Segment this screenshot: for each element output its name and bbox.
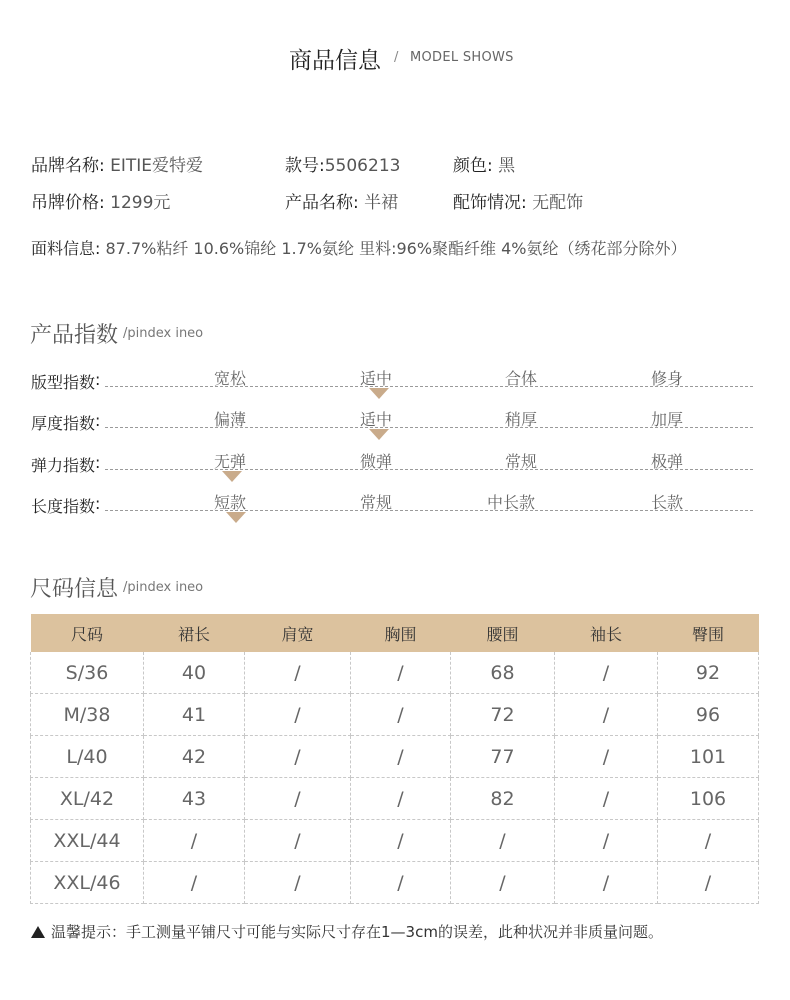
- index-option: 常规: [360, 493, 393, 512]
- table-row: [31, 736, 759, 778]
- product-name-value: 半裙: [364, 193, 399, 213]
- index-option: 合体: [505, 369, 538, 388]
- size-table: [30, 614, 759, 904]
- index-option: 修身: [651, 369, 684, 388]
- index-selected-marker: [226, 512, 246, 523]
- table-cell: /: [351, 736, 451, 778]
- accessory-info: 配饰情况: 无配饰: [453, 193, 584, 213]
- table-cell: L/40: [31, 736, 144, 778]
- index-option: 短款: [214, 493, 247, 512]
- table-cell: /: [451, 862, 555, 904]
- index-option: 中长款: [487, 493, 536, 512]
- notice: [31, 921, 663, 942]
- size-info-title: 尺码信息: [30, 577, 119, 602]
- table-cell: 96: [658, 694, 759, 736]
- index-row-colon: :: [95, 411, 101, 430]
- size-info-subtitle: /pindex ineo: [123, 580, 204, 595]
- table-row: [31, 778, 759, 820]
- table-cell: M/38: [31, 694, 144, 736]
- table-cell: /: [351, 652, 451, 694]
- index-option: 常规: [505, 452, 538, 471]
- size-table-body: [31, 652, 759, 904]
- notice-text: 温馨提示：手工测量平铺尺寸可能与实际尺寸存在1—3cm的误差，此种状况并非质量问题。: [51, 923, 663, 941]
- index-row-label: 厚度指数: [31, 414, 96, 433]
- index-option: 稍厚: [505, 410, 538, 429]
- color-value: 黑: [498, 156, 516, 176]
- style-no-label: 款号: [285, 156, 319, 176]
- size-column-header: 袖长: [555, 614, 658, 652]
- table-cell: XXL/44: [31, 820, 144, 862]
- brand-info: 品牌名称: EITIE爱特爱: [31, 156, 204, 176]
- table-cell: /: [658, 862, 759, 904]
- table-cell: /: [555, 736, 658, 778]
- table-cell: /: [555, 862, 658, 904]
- product-name-label: 产品名称: [285, 193, 353, 213]
- index-selected-marker: [369, 388, 389, 399]
- table-row: [31, 820, 759, 862]
- index-option: 加厚: [651, 410, 684, 429]
- table-cell: /: [351, 820, 451, 862]
- color-label: 颜色: [453, 156, 487, 176]
- size-column-header: 腰围: [451, 614, 555, 652]
- brand-label: 品牌名称: [31, 156, 99, 176]
- size-column-header: 臀围: [658, 614, 759, 652]
- table-row: [31, 652, 759, 694]
- table-cell: 43: [144, 778, 245, 820]
- table-row: [31, 694, 759, 736]
- price-value: 1299元: [110, 193, 171, 213]
- table-cell: /: [555, 652, 658, 694]
- index-option: 极弹: [651, 452, 684, 471]
- index-option: 宽松: [214, 369, 247, 388]
- table-cell: /: [351, 778, 451, 820]
- brand-value: EITIE爱特爱: [110, 156, 204, 176]
- color-info: 颜色: 黑: [453, 156, 516, 176]
- table-cell: /: [658, 820, 759, 862]
- index-option: 长款: [651, 493, 684, 512]
- index-row-label: 版型指数: [31, 373, 96, 392]
- product-name-info: 产品名称: 半裙: [285, 193, 399, 213]
- index-selected-marker: [222, 471, 242, 482]
- table-cell: /: [245, 820, 351, 862]
- index-option: 微弹: [360, 452, 393, 471]
- index-selected-marker: [369, 429, 389, 440]
- index-option: 适中: [360, 410, 393, 429]
- table-cell: 42: [144, 736, 245, 778]
- size-column-header: 尺码: [31, 614, 144, 652]
- accessory-value: 无配饰: [532, 193, 584, 213]
- index-option: 无弹: [214, 452, 247, 471]
- page-subtitle: MODEL SHOWS: [410, 50, 514, 65]
- product-index-subtitle: /pindex ineo: [123, 326, 204, 341]
- table-row: [31, 862, 759, 904]
- table-cell: /: [144, 862, 245, 904]
- table-cell: /: [351, 694, 451, 736]
- table-cell: 101: [658, 736, 759, 778]
- table-cell: /: [451, 820, 555, 862]
- table-cell: /: [245, 862, 351, 904]
- table-cell: 82: [451, 778, 555, 820]
- table-cell: /: [245, 694, 351, 736]
- table-cell: XXL/46: [31, 862, 144, 904]
- table-cell: 68: [451, 652, 555, 694]
- index-option: 偏薄: [214, 410, 247, 429]
- product-index-title: 产品指数: [30, 323, 119, 348]
- size-column-header: 裙长: [144, 614, 245, 652]
- index-row-label: 长度指数: [31, 497, 96, 516]
- style-no-info: 款号:5506213: [285, 156, 401, 176]
- table-cell: /: [555, 820, 658, 862]
- size-column-header: 肩宽: [245, 614, 351, 652]
- table-cell: 92: [658, 652, 759, 694]
- table-cell: /: [245, 652, 351, 694]
- index-option: 适中: [360, 369, 393, 388]
- size-column-header: 胸围: [351, 614, 451, 652]
- table-cell: 72: [451, 694, 555, 736]
- warning-icon: [31, 926, 45, 938]
- table-cell: /: [144, 820, 245, 862]
- page-title: 商品信息: [289, 48, 381, 74]
- title-separator: /: [394, 50, 399, 65]
- table-cell: 106: [658, 778, 759, 820]
- table-cell: 41: [144, 694, 245, 736]
- fabric-info: 面料信息: 87.7%粘纤 10.6%锦纶 1.7%氨纶 里料:96%聚酯纤维 4%氨纶（绣花部分除外）: [31, 239, 687, 258]
- price-label: 吊牌价格: [31, 193, 99, 213]
- fabric-value: 87.7%粘纤 10.6%锦纶 1.7%氨纶 里料:96%聚酯纤维 4%氨纶（绣花部分除外）: [105, 239, 687, 258]
- table-cell: /: [555, 694, 658, 736]
- size-table-header: [31, 614, 759, 652]
- table-cell: 40: [144, 652, 245, 694]
- table-cell: /: [245, 778, 351, 820]
- table-cell: /: [555, 778, 658, 820]
- accessory-label: 配饰情况: [453, 193, 521, 213]
- index-row-colon: :: [95, 370, 101, 389]
- table-cell: S/36: [31, 652, 144, 694]
- table-cell: /: [245, 736, 351, 778]
- table-cell: 77: [451, 736, 555, 778]
- price-info: 吊牌价格: 1299元: [31, 193, 171, 213]
- index-row-colon: :: [95, 494, 101, 513]
- style-no-value: 5506213: [324, 156, 401, 176]
- fabric-label: 面料信息: [31, 239, 96, 258]
- index-row-colon: :: [95, 453, 101, 472]
- table-cell: /: [351, 862, 451, 904]
- index-row-label: 弹力指数: [31, 456, 96, 475]
- table-cell: XL/42: [31, 778, 144, 820]
